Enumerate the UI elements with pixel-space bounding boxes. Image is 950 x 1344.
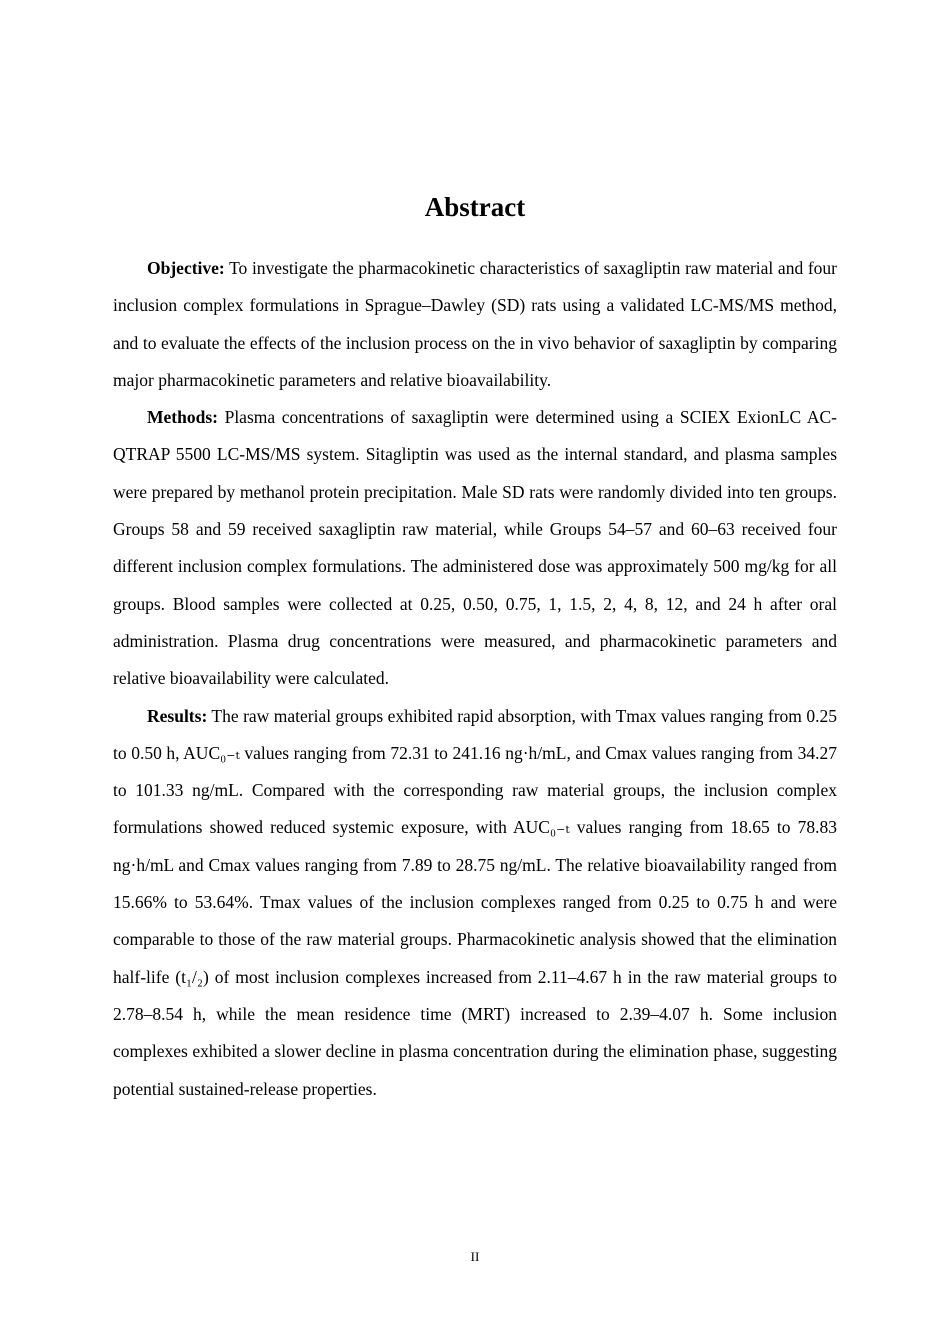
abstract-body [113, 250, 837, 1108]
results-label: Results: [147, 705, 208, 726]
objective-paragraph [113, 250, 837, 399]
methods-paragraph [113, 399, 837, 697]
results-text: The raw material groups exhibited rapid absorption, with Tmax values ranging from 0.25 to 0.50 h, AUC₀₋ₜ values ranging from 72.31 to 241.16 ng·h/mL, and Cmax values ranging from 34.27 to 101.33 ng/mL. Compared with the corresponding raw material groups, the inclusion complex formulations showed reduced systemic exposure, with AUC₀₋ₜ values ranging from 18.65 to 78.83 ng·h/mL and Cmax values ranging from 7.89 to 28.75 ng/mL. The relative bioavailability ranged from 15.66% to 53.64%. Tmax values of the inclusion complexes ranged from 0.25 to 0.75 h and were comparable to those of the raw material groups. Pharmacokinetic analysis showed that the elimination half-life (t₁/₂) of most inclusion complexes increased from 2.11–4.67 h in the raw material groups to 2.78–8.54 h, while the mean residence time (MRT) increased to 2.39–4.07 h. Some inclusion complexes exhibited a slower decline in plasma concentration during the elimination phase, suggesting potential sustained-release properties. [113, 705, 837, 1099]
methods-text: Plasma concentrations of saxagliptin were determined using a SCIEX ExionLC AC-QTRAP 5500 LC-MS/MS system. Sitagliptin was used as the internal standard, and plasma samples were prepared by methanol protein precipitation. Male SD rats were randomly divided into ten groups. Groups 58 and 59 received saxagliptin raw material, while Groups 54–57 and 60–63 received four different inclusion complex formulations. The administered dose was approximately 500 mg/kg for all groups. Blood samples were collected at 0.25, 0.50, 0.75, 1, 1.5, 2, 4, 8, 12, and 24 h after oral administration. Plasma drug concentrations were measured, and pharmacokinetic parameters and relative bioavailability were calculated. [113, 407, 837, 689]
objective-text: To investigate the pharmacokinetic characteristics of saxagliptin raw material and four inclusion complex formulations in Sprague–Dawley (SD) rats using a validated LC-MS/MS method, and to evaluate the effects of the inclusion process on the in vivo behavior of saxagliptin by comparing major pharmacokinetic parameters and relative bioavailability. [113, 258, 837, 390]
objective-label: Objective: [147, 258, 225, 278]
results-paragraph [113, 698, 837, 1108]
page-number: II [470, 1249, 480, 1264]
page-title: Abstract [424, 192, 526, 223]
methods-label: Methods: [147, 407, 218, 428]
